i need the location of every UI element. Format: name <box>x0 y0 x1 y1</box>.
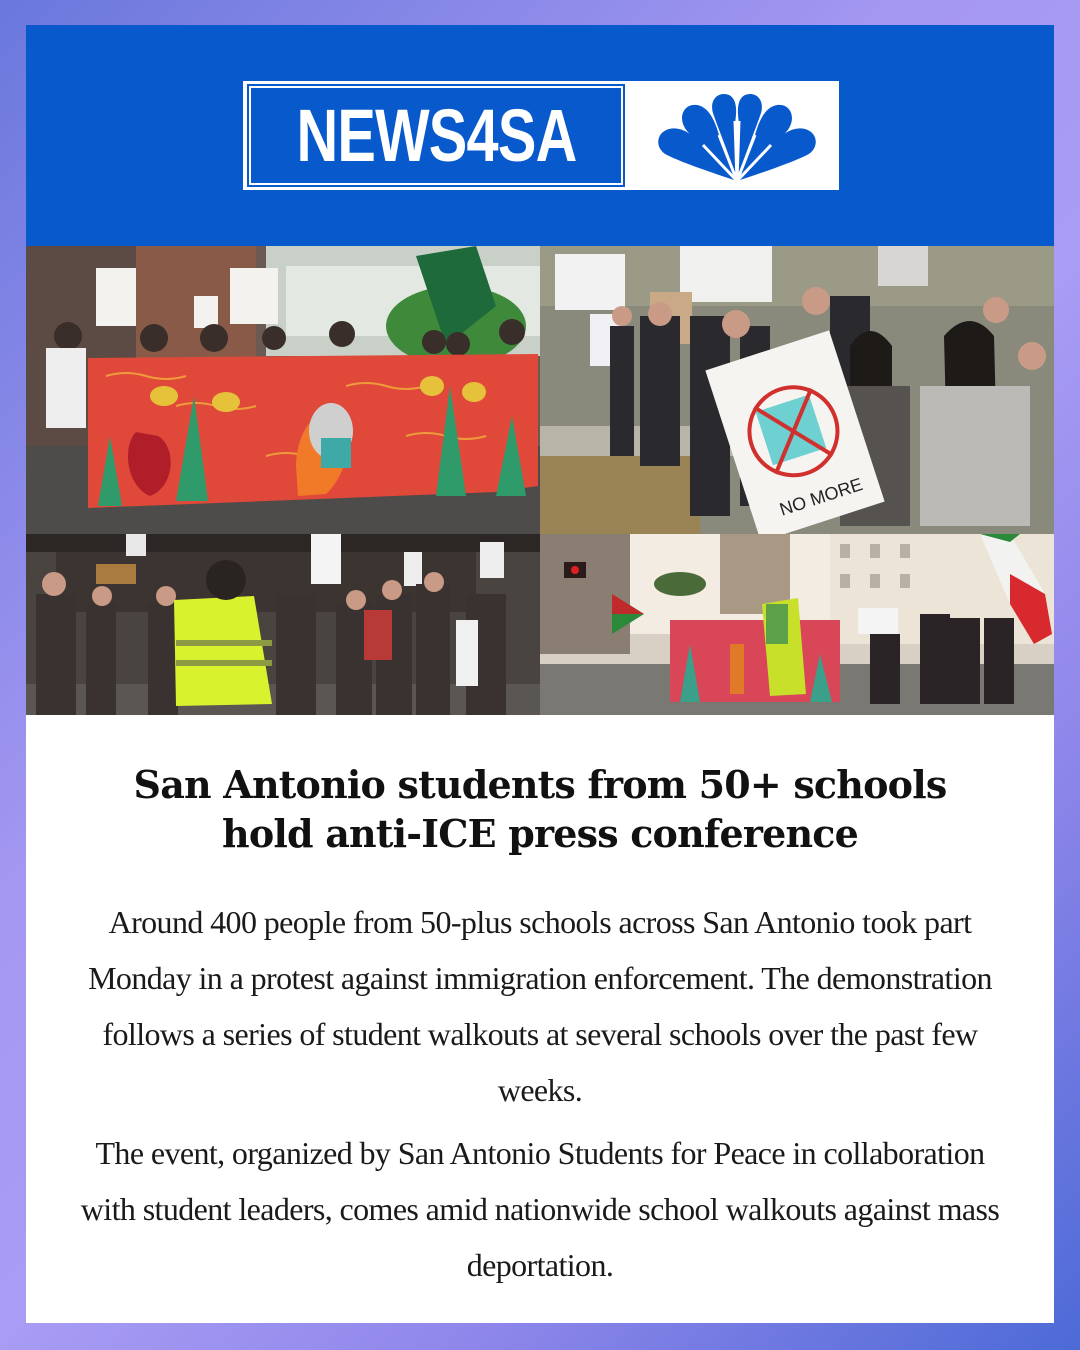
post-card <box>26 25 1054 1323</box>
paragraph-1: Around 400 people from 50-plus schools across San Antonio took part Monday in a protest against immigration enforcement. The demonstration follows a series of student walkouts at several schools over the past few weeks. <box>88 904 992 1108</box>
photo-collage <box>26 246 1054 715</box>
headline-line-2: hold anti-ICE press conference <box>222 811 858 856</box>
paragraph-2: The event, organized by San Antonio Students for Peace in collaboration with student leaders, comes amid nationwide school walkouts against mass deportation. <box>80 1135 1000 1283</box>
photo-downtown-crowd <box>26 534 540 715</box>
peacock-icon <box>653 91 821 183</box>
photo-flags-banner <box>540 534 1054 715</box>
news4sa-logo <box>243 81 839 190</box>
headline <box>26 760 1054 858</box>
logo-text: NEWS4SA <box>296 94 576 177</box>
svg-text:NO MORE: NO MORE <box>777 474 866 520</box>
logo-wordmark <box>249 86 623 185</box>
photo-sidewalk-march <box>540 246 1054 534</box>
photo-banner-march <box>26 246 540 534</box>
headline-line-1: San Antonio students from 50+ schools <box>133 762 947 807</box>
masthead <box>26 25 1054 246</box>
